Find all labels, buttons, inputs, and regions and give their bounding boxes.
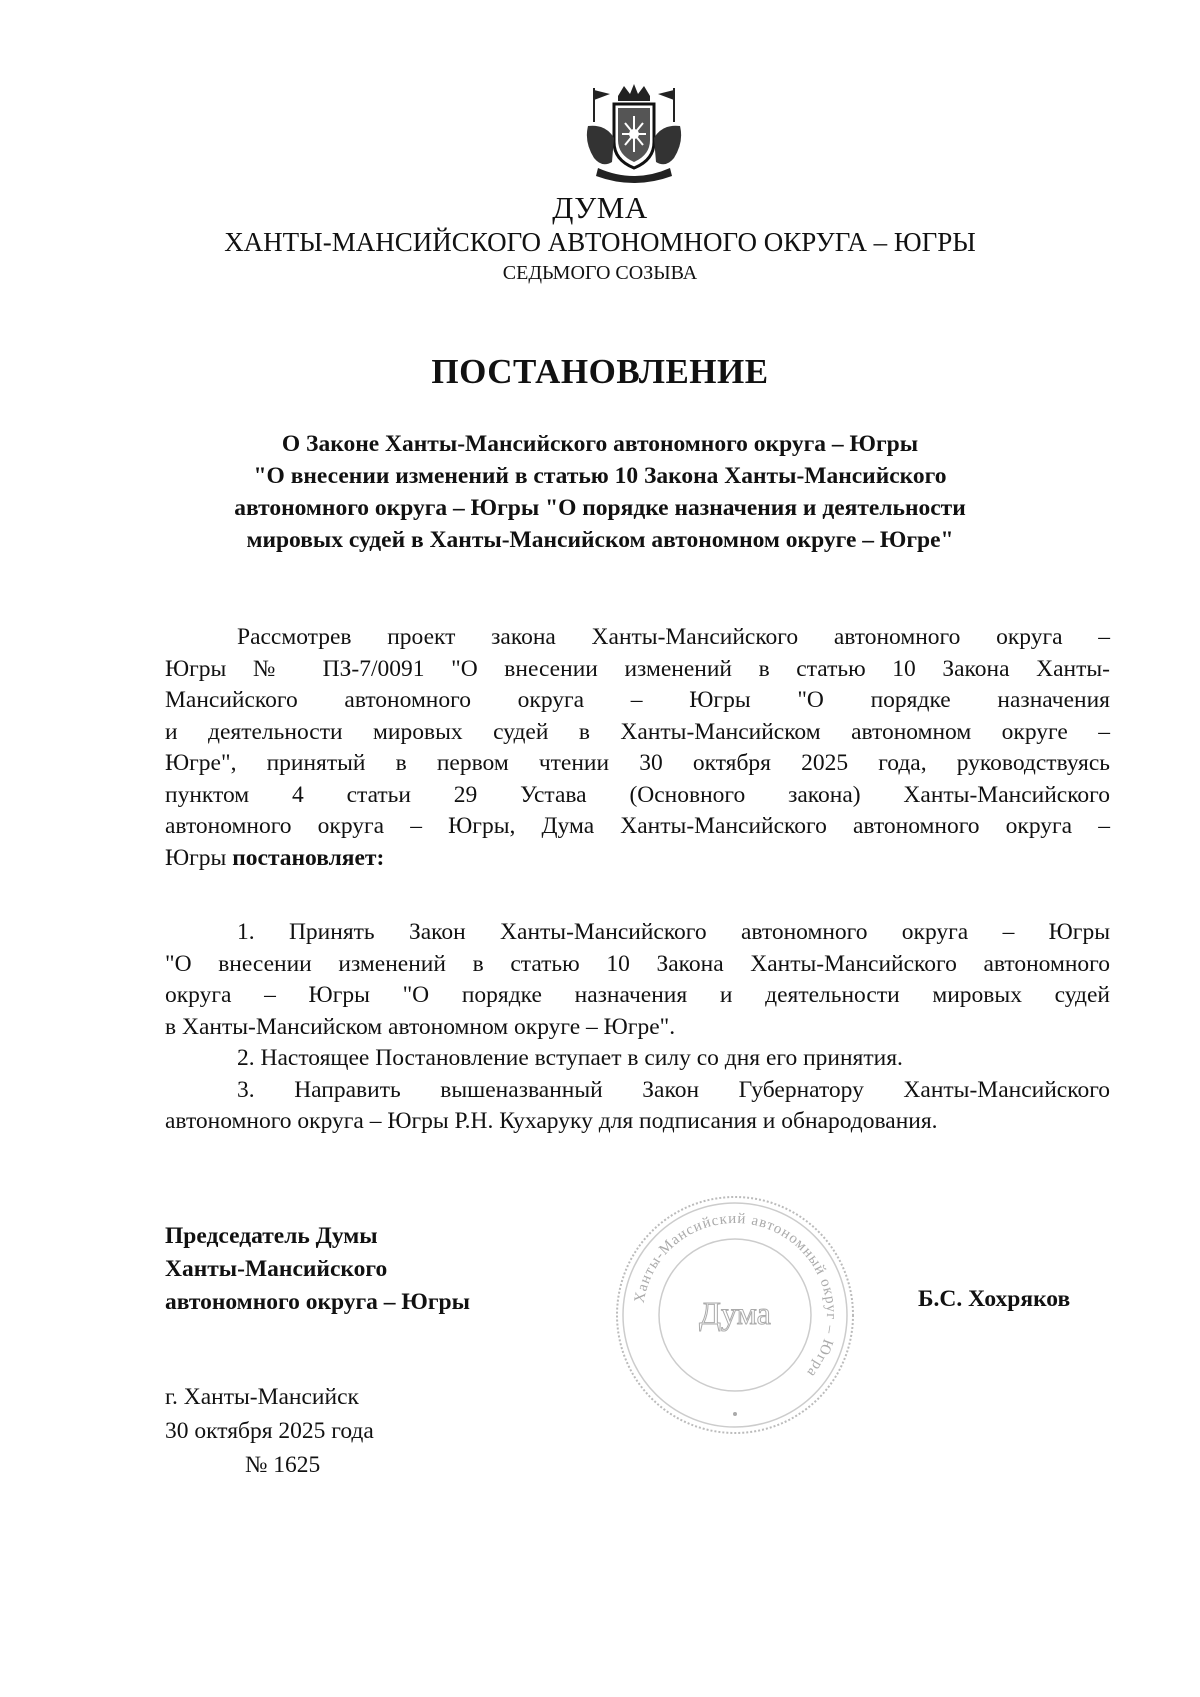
signatory-name: Б.С. Хохряков [918,1286,1071,1312]
title-line: мировых судей в Ханты-Мансийском автономном округе – Югре" [246,527,954,553]
preamble-line: Югре", принятый в первом чтении 30 октября 2025 года, руководствуясь [165,750,1110,776]
svg-text:Ханты-Мансийский автономный ок: Ханты-Мансийский автономный округ – Югра [631,1210,840,1381]
item1-line: округа – Югры "О порядке назначения и деятельности мировых судей [165,982,1110,1008]
item1-line: 1. Принять Закон Ханты-Мансийского автономного округа – Югры [237,919,1110,945]
preamble-last-line [165,843,1110,875]
place-of-adoption: г. Ханты-Мансийск [165,1384,359,1410]
official-seal-stamp [612,1192,858,1438]
svg-text:Дума: Дума [699,1295,771,1331]
item3-line: автономного округа – Югры Р.Н. Кухаруку для подписания и обнародования. [165,1108,938,1134]
coat-of-arms-icon [580,82,688,190]
document-number: № 1625 [245,1452,321,1478]
item3-line: 3. Направить вышеназванный Закон Губернатору Ханты-Мансийского [237,1076,1110,1103]
resolution-items [165,917,1110,1138]
preamble-last-plain: Югры [165,844,233,871]
title-line: "О внесении изменений в статью 10 Закона Ханты-Мансийского [253,463,947,489]
preamble-paragraph [165,622,1110,874]
document-type: ПОСТАНОВЛЕНИЕ [431,352,769,391]
item2-line: 2. Настоящее Постановление вступает в силу со дня его принятия. [237,1045,903,1071]
org-name-line1: ДУМА [552,190,648,225]
org-convocation: СЕДЬМОГО СОЗЫВА [502,262,698,284]
preamble-line: Югры № ПЗ-7/0091 "О внесении изменений в статью 10 Закона Ханты- [165,655,1110,682]
position-line: автономного округа – Югры [165,1289,470,1315]
position-line: Председатель Думы [165,1223,378,1249]
position-line: Ханты-Мансийского [165,1256,388,1282]
title-line: О Законе Ханты-Мансийского автономного округа – Югры [281,431,919,457]
preamble-line: автономного округа – Югры, Дума Ханты-Мансийского автономного округа – [165,813,1110,839]
preamble-line: и деятельности мировых судей в Ханты-Мансийском автономном округе – [165,718,1110,745]
date-of-adoption: 30 октября 2025 года [165,1418,374,1444]
item1-line: "О внесении изменений в статью 10 Закона Ханты-Мансийского автономного [165,950,1110,977]
item1-line: в Ханты-Мансийском автономном округе – Югре". [165,1013,676,1040]
resolves-keyword: постановляет: [232,844,385,871]
document-title [150,428,1050,556]
preamble-line: пунктом 4 статьи 29 Устава (Основного закона) Ханты-Мансийского [165,781,1110,808]
preamble-line: Рассмотрев проект закона Ханты-Мансийского автономного округа – [237,624,1110,650]
document-footer [165,1380,374,1482]
title-line: автономного округа – Югры "О порядке назначения и деятельности [234,495,966,521]
org-name-line2: ХАНТЫ-МАНСИЙСКОГО АВТОНОМНОГО ОКРУГА – ЮГРЫ [224,227,976,257]
preamble-line: Мансийского автономного округа – Югры "О порядке назначения [165,687,1110,713]
signatory-position [165,1220,470,1319]
